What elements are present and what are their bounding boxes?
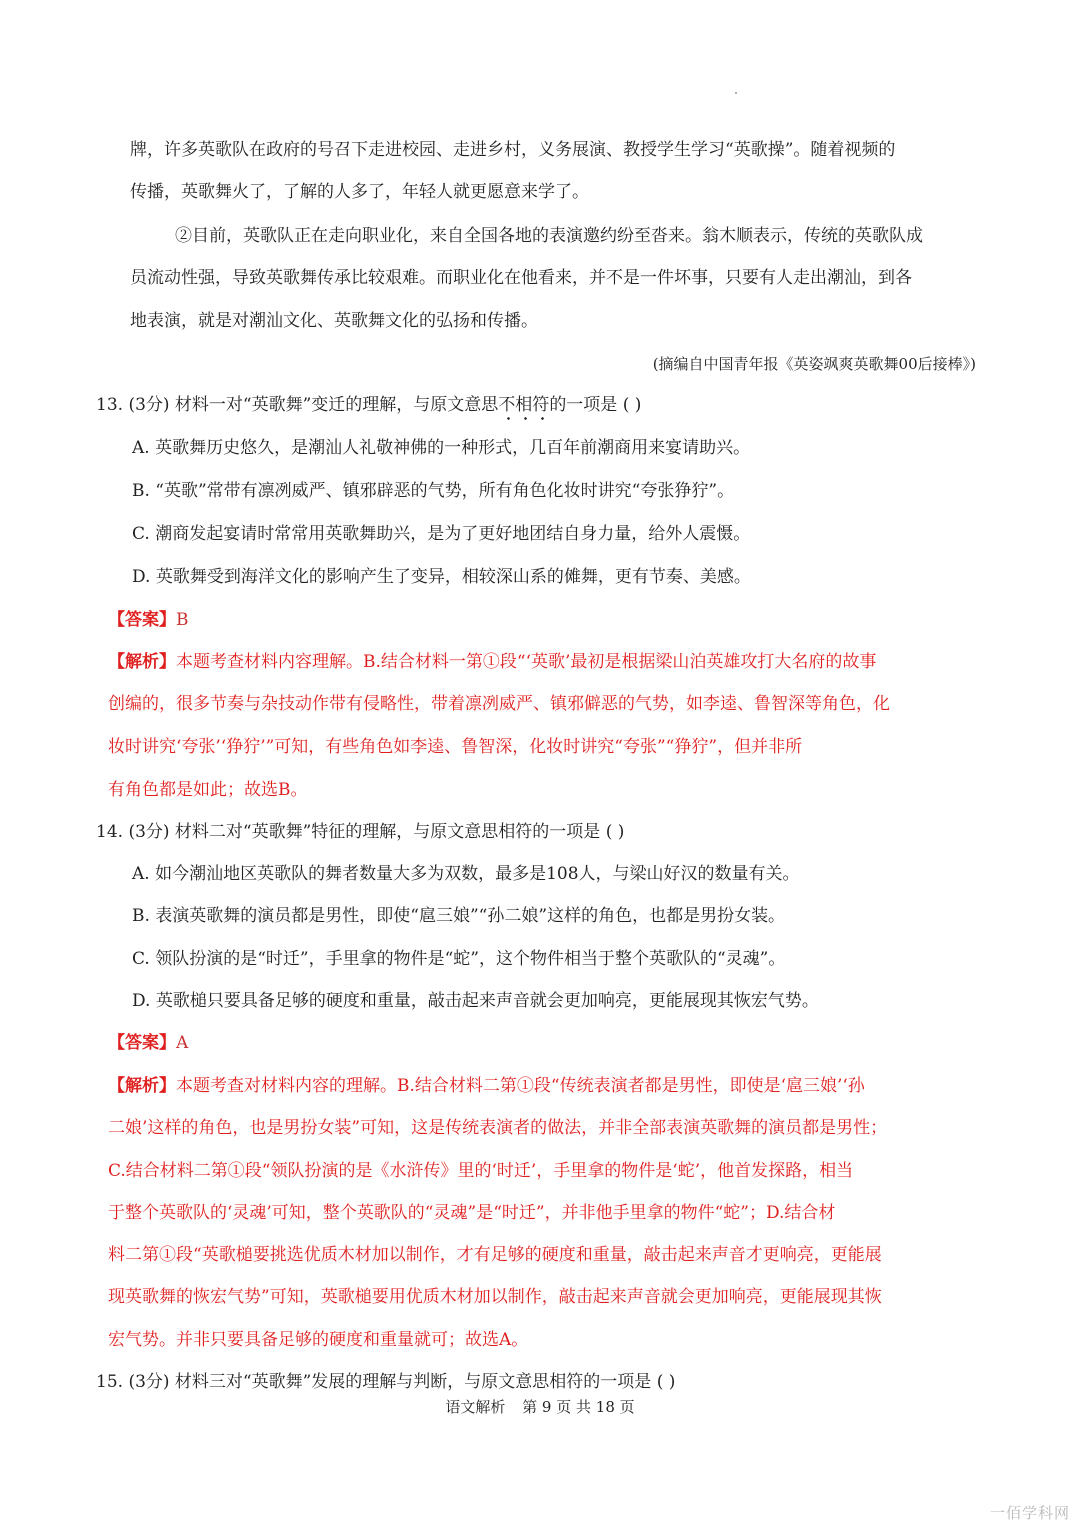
q13-explain-line-3: 妆时讲究‘夸张’‘狰狞’”可知，有些角色如李逵、鲁智深，化妆时讲究“夸张”“狰狞”，但并非所	[108, 737, 803, 757]
q14-option-c: C. 领队扮演的是“时迁”，手里拿的物件是“蛇”，这个物件相当于整个英歌队的“灵魂”。	[132, 949, 786, 969]
para2-line-3: 地表演，就是对潮汕文化、英歌舞文化的弘扬和传播。	[130, 311, 538, 331]
para2-line-1: ②目前，英歌队正在走向职业化，来自全国各地的表演邀约纷至沓来。翁木顺表示，传统的英歌队成	[175, 226, 923, 246]
q13-stem-emphasis: 不相符	[498, 395, 550, 415]
q13-explain-line-2: 创编的，很多节奏与杂技动作带有侵略性，带着凛冽威严、镇邪僻恶的气势，如李逵、鲁智深等角色，化	[108, 694, 890, 714]
q13-option-a: A. 英歌舞历史悠久，是潮汕人礼敬神佛的一种形式，几百年前潮商用来宴请助兴。	[132, 438, 751, 458]
q14-explain-line-3: C.结合材料二第①段“领队扮演的是《水浒传》里的‘时迁’，手里拿的物件是‘蛇’，他首发探路，相当	[108, 1161, 854, 1181]
q13-explain-line-4: 有角色都是如此；故选B。	[108, 780, 308, 800]
q13-stem-pre: 13. (3分) 材料一对“英歌舞”变迁的理解，与原文意思	[96, 395, 499, 415]
q13-stem-post: 的一项是 ( )	[549, 395, 642, 415]
q13-answer-tag: 【答案】	[108, 610, 176, 630]
intro-line-2: 传播，英歌舞火了，了解的人多了，年轻人就更愿意来学了。	[130, 182, 589, 202]
footer-subject: 语文解析	[445, 1398, 506, 1416]
q13-explain-tag: 【解析】	[108, 652, 176, 672]
watermark: 一佰学科网	[989, 1504, 1070, 1522]
q14-explain-line-7: 宏气势。并非只要具备足够的硬度和重量就可；故选A。	[108, 1330, 529, 1350]
q14-explain-tag: 【解析】	[108, 1076, 176, 1096]
q13-option-d: D. 英歌舞受到海洋文化的影响产生了变异，相较深山系的傩舞，更有节奏、美感。	[132, 567, 751, 587]
q14-option-d: D. 英歌槌只要具备足够的硬度和重量，敲击起来声音就会更加响亮，更能展现其恢宏气势。	[132, 991, 819, 1011]
q14-answer-value: A	[176, 1033, 189, 1053]
intro-line-1: 牌，许多英歌队在政府的号召下走进校园、走进乡村，义务展演、教授学生学习“英歌操”。随着视频的	[130, 140, 896, 160]
footer-page-number: 第 9 页 共 18 页	[522, 1398, 635, 1416]
q14-option-b: B. 表演英歌舞的演员都是男性，即使“扈三娘”“孙二娘”这样的角色，也都是男扮女装。	[132, 906, 786, 926]
q13-option-b: B. “英歌”常带有凛冽威严、镇邪辟恶的气势，所有角色化妆时讲究“夸张狰狞”。	[132, 481, 735, 501]
q14-explain-line-1: 【解析】本题考查对材料内容的理解。B.结合材料二第①段“传统表演者都是男性，即使是‘扈三娘’‘孙	[108, 1076, 865, 1096]
page-footer	[0, 1396, 1080, 1417]
q14-option-a: A. 如今潮汕地区英歌队的舞者数量大多为双数，最多是108人，与梁山好汉的数量有关。	[132, 864, 800, 884]
q13-answer-value: B	[176, 610, 189, 630]
source-citation: (摘编自中国青年报《英姿飒爽英歌舞00后接棒》)	[652, 355, 976, 373]
para2-line-2: 员流动性强，导致英歌舞传承比较艰难。而职业化在他看来，并不是一件坏事，只要有人走出潮汕，到各	[130, 268, 912, 288]
q13-option-c: C. 潮商发起宴请时常常用英歌舞助兴，是为了更好地团结自身力量，给外人震慑。	[132, 524, 751, 544]
question-15-stem: 15. (3分) 材料三对“英歌舞”发展的理解与判断，与原文意思相符的一项是 ( )	[96, 1372, 676, 1392]
q13-answer	[108, 610, 189, 630]
q14-answer	[108, 1033, 188, 1053]
q14-explain-line-6: 现英歌舞的恢宏气势”可知，英歌槌要用优质木材加以制作，敲击起来声音就会更加响亮，更能展现其恢	[108, 1287, 882, 1307]
question-14-stem: 14. (3分) 材料二对“英歌舞”特征的理解，与原文意思相符的一项是 ( )	[96, 822, 625, 842]
q14-explain-line-2: 二娘’这样的角色，也是男扮女装”可知，这是传统表演者的做法，并非全部表演英歌舞的演员都是男性；	[108, 1118, 888, 1138]
q14-explain-line-5: 料二第①段“英歌槌要挑选优质木材加以制作，才有足够的硬度和重量，敲击起来声音才更响亮，更能展	[108, 1245, 882, 1265]
q13-explain-line-1: 【解析】本题考查材料内容理解。B.结合材料一第①段“‘英歌’最初是根据梁山泊英雄攻打大名府的故事	[108, 652, 877, 672]
q14-explain-line-4: 于整个英歌队的‘灵魂’可知，整个英歌队的“灵魂”是“时迁”，并非他手里拿的物件“蛇”；D.结合材	[108, 1203, 836, 1223]
scan-speck	[735, 92, 737, 94]
question-13-stem	[96, 395, 641, 415]
q14-answer-tag: 【答案】	[108, 1033, 176, 1053]
